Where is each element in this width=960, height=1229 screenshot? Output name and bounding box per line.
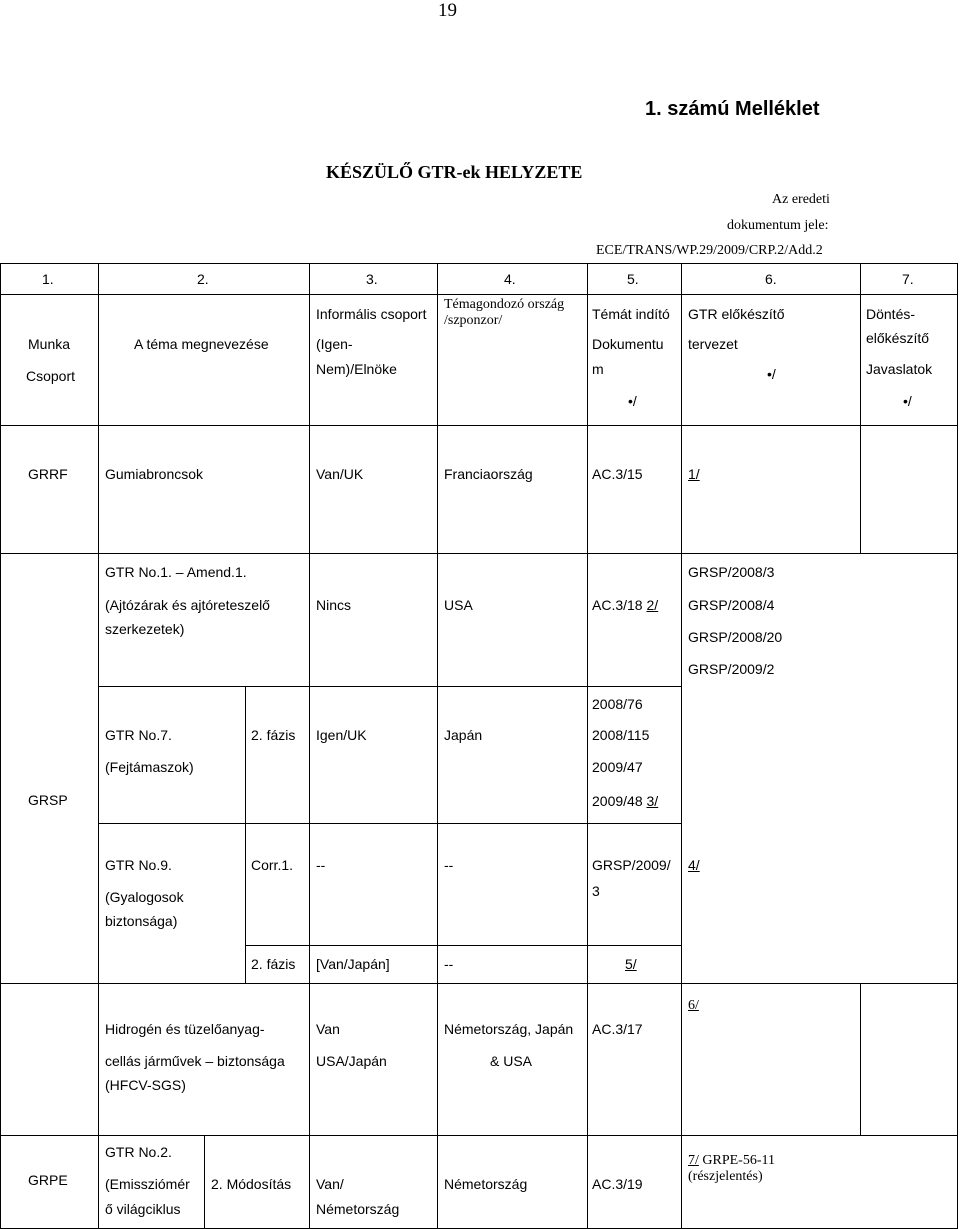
hfcv-line1: Hidrogén és tüzelőanyag- — [105, 1021, 265, 1037]
grrf-topic: Gumiabroncsok — [105, 466, 204, 482]
gtr9-phase: 2. fázis — [251, 956, 296, 972]
grpe-title: GTR No.2. — [105, 1144, 172, 1160]
col-number-2: 2. — [197, 271, 209, 287]
grpe-doc: AC.3/19 — [592, 1176, 643, 1192]
header-col5-note: •/ — [628, 393, 637, 409]
gtr1-title: GTR No.1. – Amend.1. — [105, 564, 247, 580]
gtr1-gtr-doc-3: GRSP/2008/20 — [688, 629, 783, 645]
header-col6-line1: GTR előkészítő — [688, 306, 785, 322]
source-ref-line1: Az eredeti — [772, 192, 830, 207]
col-number-7: 7. — [902, 271, 914, 287]
grpe-informal-2: Németország — [316, 1201, 400, 1217]
header-col7-note: •/ — [903, 393, 912, 409]
gtr7-title: GTR No.7. — [105, 727, 172, 743]
col-number-5: 5. — [627, 271, 639, 287]
header-col7-line1: Döntés- — [866, 306, 916, 322]
gtr9-sponsor: -- — [444, 857, 454, 873]
header-col4-line1: Témagondozó ország — [444, 297, 565, 312]
annex-title: 1. számú Melléklet — [645, 98, 820, 120]
gtr9-phase-sponsor: -- — [444, 956, 454, 972]
header-col3-line2: (Igen- — [316, 336, 353, 352]
gtr7-doc-2: 2008/115 — [592, 727, 650, 743]
page-number: 19 — [438, 0, 457, 21]
gtr1-informal: Nincs — [316, 597, 352, 613]
header-col5-line1: Témát indító — [592, 306, 670, 322]
col-number-4: 4. — [504, 271, 516, 287]
grrf-sponsor: Franciaország — [444, 466, 533, 482]
gtr9-doc-line2: 3 — [592, 883, 600, 899]
hfcv-doc: AC.3/17 — [592, 1021, 643, 1037]
hfcv-line3: (HFCV-SGS) — [105, 1077, 186, 1093]
hfcv-informal-1: Van — [316, 1021, 340, 1037]
col-number-6: 6. — [765, 271, 777, 287]
gtr1-gtr-doc-1: GRSP/2008/3 — [688, 564, 775, 580]
gtr1-gtr-doc-2: GRSP/2008/4 — [688, 597, 775, 613]
hfcv-line2: cellás járművek – biztonsága — [105, 1053, 285, 1069]
grrf-informal: Van/UK — [316, 466, 364, 482]
grpe-note: 7/ GRPE-56-11 — [688, 1153, 775, 1168]
gtr1-sub2: szerkezetek) — [105, 621, 185, 637]
gtr9-sub2: biztonsága) — [105, 913, 178, 929]
grpe-note-line2: (részjelentés) — [688, 1169, 763, 1184]
header-col3-line1: Informális csoport — [316, 306, 427, 322]
gtr9-phase-note: 5/ — [625, 956, 637, 972]
hfcv-sponsor-1: Németország, Japán — [444, 1021, 574, 1037]
gtr1-gtr-doc-4: GRSP/2009/2 — [688, 661, 775, 677]
header-col4-line2: /szponzor/ — [444, 313, 503, 328]
header-col1-line1: Munka — [28, 336, 71, 352]
grpe-sponsor: Németország — [444, 1176, 528, 1192]
gtr7-phase: 2. fázis — [251, 727, 296, 743]
gtr9-gtr-note: 4/ — [688, 857, 700, 873]
bullet-icon: • — [767, 366, 772, 382]
grpe-group: GRPE — [28, 1172, 68, 1188]
header-col3-line3: Nem)/Elnöke — [316, 361, 397, 377]
gtr7-doc-1: 2008/76 — [592, 696, 643, 712]
hfcv-informal-2: USA/Japán — [316, 1053, 387, 1069]
header-col7-line3: Javaslatok — [866, 361, 933, 377]
header-col1-line2: Csoport — [26, 368, 76, 384]
gtr1-sub1: (Ajtózárak és ajtóreteszelő — [105, 597, 270, 613]
source-ref-line2: dokumentum jele: — [727, 218, 829, 233]
col-number-1: 1. — [42, 271, 54, 287]
grpe-sub1: (Emissziómér — [105, 1176, 190, 1192]
source-ref-line3: ECE/TRANS/WP.29/2009/CRP.2/Add.2 — [596, 243, 823, 258]
gtr7-sponsor: Japán — [444, 727, 483, 743]
gtr9-title: GTR No.9. — [105, 857, 172, 873]
gtr7-doc-4: 2009/48 3/ — [592, 793, 659, 809]
header-col5-line2: Dokumentu — [592, 336, 664, 352]
bullet-icon: • — [628, 393, 633, 409]
bullet-icon: • — [903, 393, 908, 409]
gtr9-informal: -- — [316, 857, 326, 873]
document-title: KÉSZÜLŐ GTR-ek HELYZETE — [326, 162, 583, 182]
header-col6-line2: tervezet — [688, 336, 738, 352]
hfcv-gtr-note: 6/ — [688, 998, 699, 1013]
gtr9-doc-line1: GRSP/2009/ — [592, 857, 671, 873]
gtr7-doc-3: 2009/47 — [592, 759, 643, 775]
gtr1-sponsor: USA — [444, 597, 473, 613]
grrf-doc: AC.3/15 — [592, 466, 643, 482]
header-col6-note: •/ — [767, 366, 776, 382]
header-col5-line3: m — [592, 361, 604, 377]
gtr7-informal: Igen/UK — [316, 727, 367, 743]
grpe-sub2: ő világciklus — [105, 1201, 181, 1217]
grrf-group: GRRF — [28, 466, 68, 482]
hfcv-sponsor-2: & USA — [490, 1053, 533, 1069]
header-col7-line2: előkészítő — [866, 330, 930, 346]
gtr7-sub: (Fejtámaszok) — [105, 759, 194, 775]
header-col2: A téma megnevezése — [134, 336, 269, 352]
grsp-group: GRSP — [28, 792, 68, 808]
gtr9-phase-informal: [Van/Japán] — [316, 956, 390, 972]
grpe-informal-1: Van/ — [316, 1176, 344, 1192]
gtr9-corr: Corr.1. — [251, 857, 294, 873]
grrf-gtr-note: 1/ — [688, 466, 700, 482]
gtr1-doc: AC.3/18 2/ — [592, 597, 659, 613]
col-number-3: 3. — [366, 271, 378, 287]
gtr9-sub1: (Gyalogosok — [105, 889, 184, 905]
grpe-amend: 2. Módosítás — [211, 1176, 292, 1192]
